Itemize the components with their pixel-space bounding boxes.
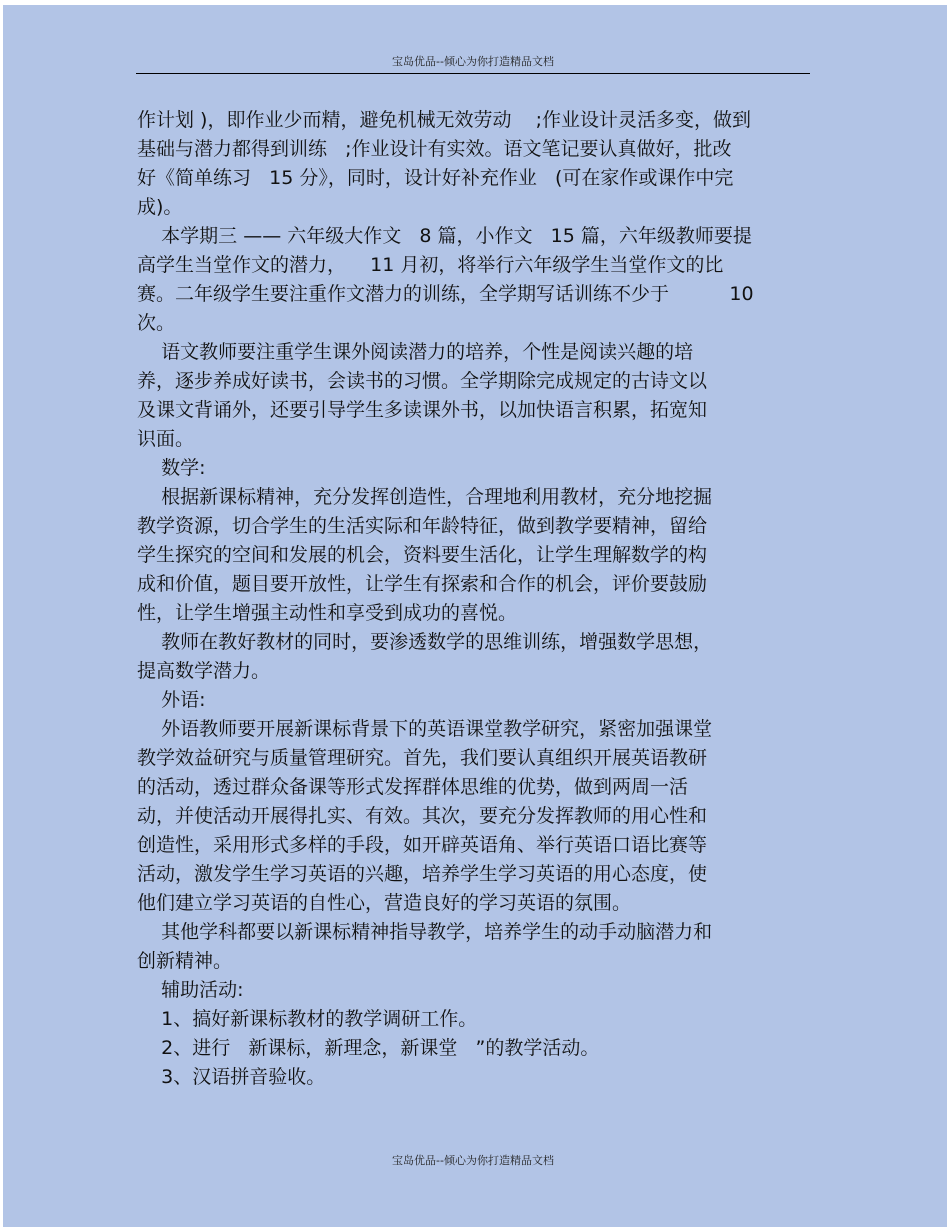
text-line: 成和价值，题目要开放性，让学生有探索和合作的机会，评价要鼓励 [137,573,708,595]
text-line: 他们建立学习英语的自性心，营造良好的学习英语的氛围。 [137,892,632,914]
page-footer: 宝岛优品--倾心为你打造精品文档 [392,1154,554,1167]
text-line: 活动，激发学生学习英语的兴趣，培养学生学习英语的用心态度，使 [137,863,708,885]
text-line: 创造性，采用形式多样的手段，如开辟英语角、举行英语口语比赛等 [137,834,708,856]
text-line: 的活动，透过群众备课等形式发挥群体思维的优势，做到两周一活 [137,776,689,798]
page-header: 宝岛优品--倾心为你打造精品文档 [392,55,554,68]
section-heading-math: 数学: [137,457,206,479]
text-line: 基础与潜力都得到训练 ;作业设计有实效。语文笔记要认真做好，批改 [137,138,732,160]
text-line: 其他学科都要以新课标精神指导教学，培养学生的动手动脑潜力和 [137,921,713,943]
text-line: 成)。 [137,196,183,218]
text-line: 学生探究的空间和发展的机会，资料要生活化，让学生理解数学的构 [137,544,708,566]
text-line: 次。 [137,312,176,334]
text-line: 语文教师要注重学生课外阅读潜力的培养，个性是阅读兴趣的培 [137,341,694,363]
list-item: 2、进行 新课标，新理念，新课堂 ”的教学活动。 [137,1037,600,1059]
list-item: 3、汉语拼音验收。 [137,1066,326,1088]
header-divider [136,73,810,74]
text-line: 作计划 )，即作业少而精，避免机械无效劳动 ;作业设计灵活多变，做到 [137,109,752,131]
text-line: 高学生当堂作文的潜力， 11 月初，将举行六年级学生当堂作文的比 [137,254,724,276]
text-line: 养，逐步养成好读书，会读书的习惯。全学期除完成规定的古诗文以 [137,370,708,392]
text-line: 赛。二年级学生要注重作文潜力的训练，全学期写话训练不少于 10 [137,283,754,305]
text-line: 提高数学潜力。 [137,660,271,682]
text-line: 教学资源，切合学生的生活实际和年龄特征，做到教学要精神，留给 [137,515,708,537]
text-line: 本学期三 —— 六年级大作文 8 篇，小作文 15 篇，六年级教师要提 [137,225,752,247]
text-line: 及课文背诵外，还要引导学生多读课外书，以加快语言积累，拓宽知 [137,399,708,421]
document-body [137,106,797,1092]
section-heading-foreign-language: 外语: [137,689,206,711]
section-heading-auxiliary-activities: 辅助活动: [137,979,244,1001]
list-item: 1、搞好新课标教材的教学调研工作。 [137,1008,478,1030]
text-line: 识面。 [137,428,195,450]
text-line: 根据新课标精神，充分发挥创造性，合理地利用教材，充分地挖掘 [137,486,713,508]
text-line: 动，并使活动开展得扎实、有效。其次，要充分发挥教师的用心性和 [137,805,708,827]
text-line: 性，让学生增强主动性和享受到成功的喜悦。 [137,602,518,624]
text-line: 教学效益研究与质量管理研究。首先，我们要认真组织开展英语教研 [137,747,708,769]
text-line: 教师在教好教材的同时，要渗透数学的思维训练，增强数学思想， [137,631,713,653]
text-line: 创新精神。 [137,950,233,972]
text-line: 外语教师要开展新课标背景下的英语课堂教学研究，紧密加强课堂 [137,718,713,740]
text-line: 好《简单练习 15 分》，同时，设计好补充作业 (可在家作或课作中完 [137,167,734,189]
